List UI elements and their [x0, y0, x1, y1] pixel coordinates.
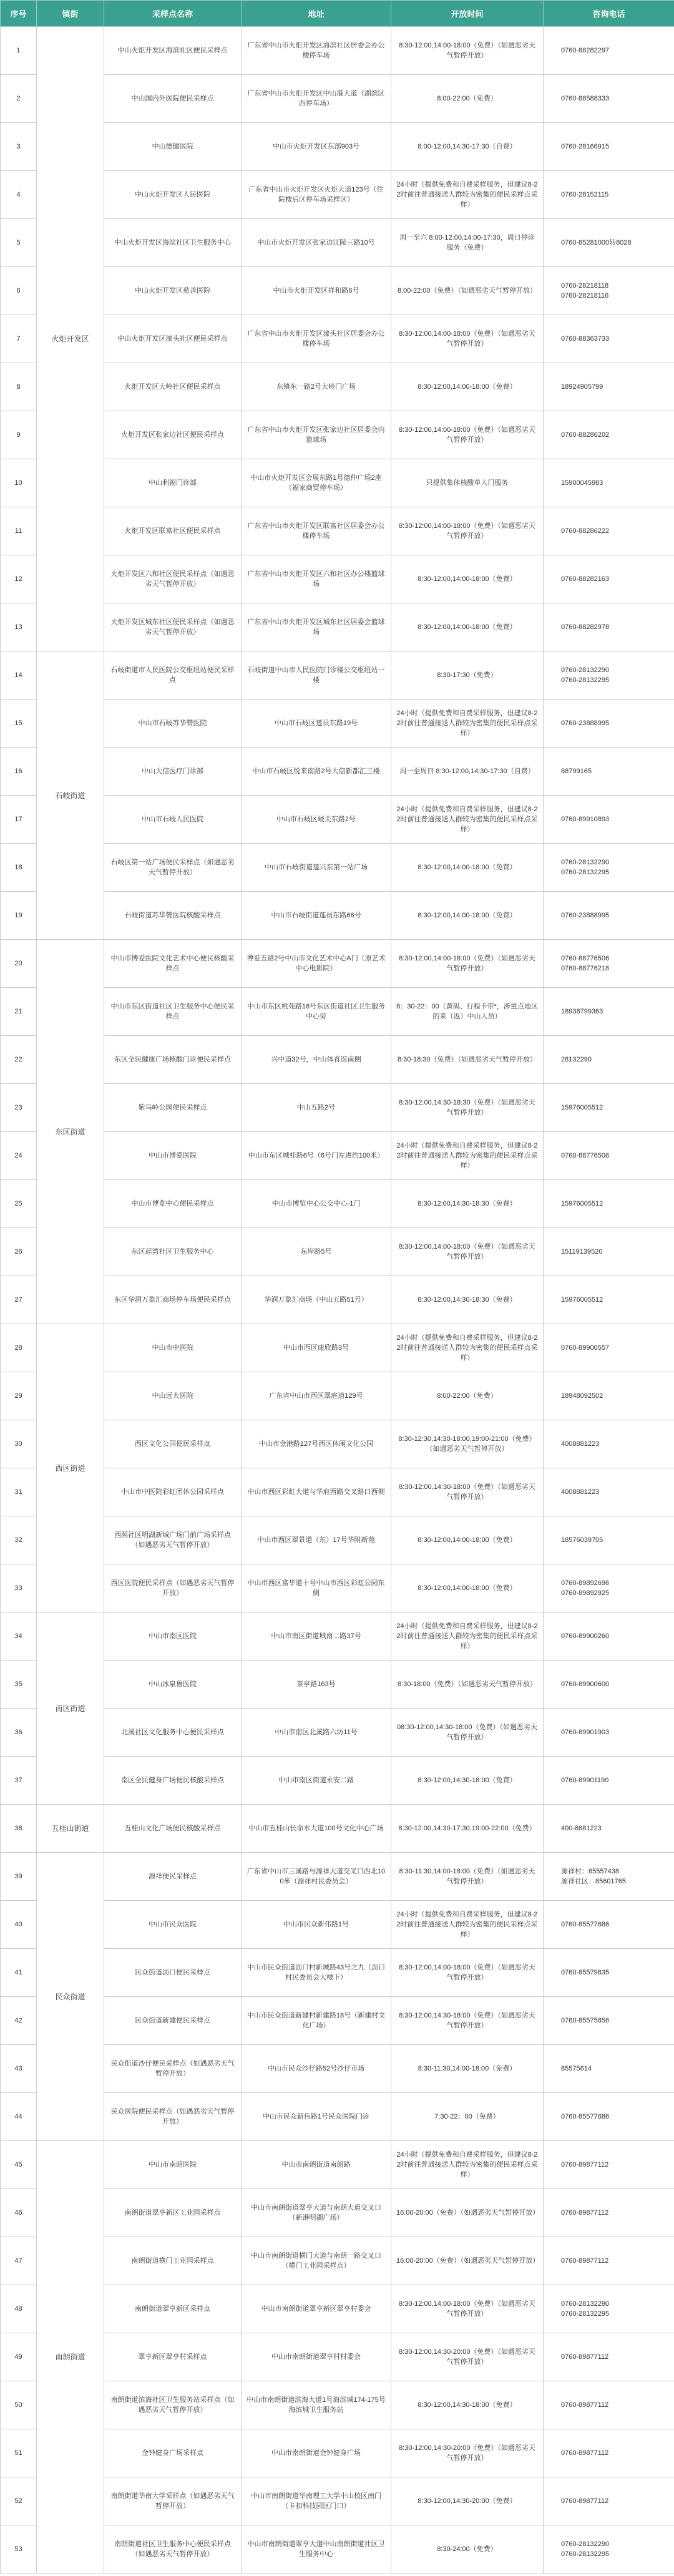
town-cell: 民众街道	[37, 1853, 104, 2141]
contact-phone: 0760-89877112	[544, 2237, 674, 2285]
table-row	[1, 940, 674, 988]
site-name: 中山市博览中心便民采样点	[104, 1180, 242, 1228]
opening-hours: 8：30-22：00（黄码、行程卡带*，涉重点地区的来（返）中山人员）	[391, 988, 544, 1036]
table-row	[1, 27, 674, 75]
site-name: 民众街道沥口便民采样点	[104, 1949, 242, 1997]
contact-phone: 源祥村：85557438 源祥社区：85601765	[544, 1853, 674, 1901]
opening-hours: 8:30-12:00,14:30-18:30（免费）	[391, 1276, 544, 1324]
contact-phone: 18938799363	[544, 988, 674, 1036]
row-number: 51	[1, 2429, 37, 2477]
site-address: 中山市石岐街道莲员东路66号	[242, 892, 391, 940]
opening-hours: 8:30-12:00,14:00-18:00（免费）	[391, 892, 544, 940]
opening-hours: 24小时（提供免费和自费采样服务，但建议8-22时前往普通接送人群较为密集的便民采样点采样）	[391, 171, 544, 219]
row-number: 1	[1, 27, 37, 75]
site-name: 中山火炬开发区海滨社区便民采样点	[104, 27, 242, 75]
site-name: 中山火炬开发区慈善医院	[104, 267, 242, 315]
contact-phone: 15119139520	[544, 1228, 674, 1276]
site-address: 中山市南朗街道金钟健身广场	[242, 2429, 391, 2477]
opening-hours: 只提供集体核酸单人门服务	[391, 459, 544, 507]
row-number: 28	[1, 1324, 37, 1372]
row-number: 17	[1, 796, 37, 844]
site-address: 中山市南朗街道翠亨新区翠亨村委会	[242, 2285, 391, 2333]
site-address: 广东省中山市火炬开发区中山港大道（湖滨区西停车场）	[242, 75, 391, 123]
row-number: 9	[1, 411, 37, 459]
contact-phone: 0760-23888995	[544, 700, 674, 748]
opening-hours: 8:00-22:00（免费）	[391, 1372, 544, 1420]
contact-phone: 0760-89877112	[544, 2381, 674, 2429]
site-name: 中山大信医疗门诊部	[104, 748, 242, 796]
contact-phone: 15976005512	[544, 1276, 674, 1324]
town-cell: 南区街道	[37, 1612, 104, 1805]
row-number: 39	[1, 1853, 37, 1901]
site-name: 源祥便民采样点	[104, 1853, 242, 1901]
row-number: 7	[1, 315, 37, 363]
row-number: 34	[1, 1612, 37, 1661]
site-name: 中山市南区医院	[104, 1612, 242, 1661]
row-number: 24	[1, 1132, 37, 1180]
table-header	[1, 1, 674, 27]
contact-phone: 0760-85575856	[544, 1997, 674, 2045]
site-address: 中山市南区街道永安二路	[242, 1757, 391, 1805]
town-cell: 东区街道	[37, 940, 104, 1324]
contact-phone: 85575614	[544, 2045, 674, 2093]
row-number: 4	[1, 171, 37, 219]
site-address: 中山市西区翠景道（东）17号华附新苑	[242, 1516, 391, 1564]
site-address: 中山市民众新伟路1号民众医院门诊	[242, 2093, 391, 2141]
site-address: 中山市五桂山长命水大道100号文化中心广场	[242, 1805, 391, 1853]
opening-hours: 8:30-12:00,14:30-18:00（免费）（如遇恶劣天气暂停开放）	[391, 1997, 544, 2045]
contact-phone: 15900045983	[544, 459, 674, 507]
opening-hours: 8:30-12:00,14:00-18:00（免费）	[391, 1516, 544, 1564]
site-address: 广东省中山市火炬开发区火炬大道123号（住院楼后区停车场采样区）	[242, 171, 391, 219]
site-name: 火炬开发区六和社区便民采样点（如遇恶劣天气暂停开放）	[104, 555, 242, 603]
opening-hours: 8:30-12:00,14:30-17:30,19:00-22:00（免费）	[391, 1805, 544, 1853]
contact-phone: 4008881223	[544, 1420, 674, 1468]
contact-phone: 0760-85281000转8028	[544, 219, 674, 267]
row-number: 35	[1, 1661, 37, 1709]
site-address: 中山市西区彩虹大道与华府西路交叉路口西侧	[242, 1468, 391, 1516]
contact-phone: 0760-88776506	[544, 1132, 674, 1180]
opening-hours: 8:30-17:30（免费）	[391, 651, 544, 700]
contact-phone: 0760-85579835	[544, 1949, 674, 1997]
opening-hours: 8:30-12:00,14:00-18:00（免费）（如遇恶劣天气暂停开放）	[391, 315, 544, 363]
town-cell: 五桂山街道	[37, 1805, 104, 1853]
contact-phone: 0760-88776506 0760-88776218	[544, 940, 674, 988]
site-name: 中山利福门诊部	[104, 459, 242, 507]
opening-hours: 8:00-22:00（免费）	[391, 75, 544, 123]
contact-phone: 0760-88286222	[544, 507, 674, 555]
opening-hours: 8:30-12:00,14:30-18:00（免费）	[391, 2381, 544, 2429]
opening-hours: 8:30-12:00,14:30-18:00（免费）	[391, 1757, 544, 1805]
row-number: 13	[1, 603, 37, 651]
opening-hours: 24小时（提供免费和自费采样服务，但建议8-22时前往普通接送人群较为密集的便民采样点采样）	[391, 1324, 544, 1372]
header-no: 序号	[1, 1, 37, 27]
site-name: 石岐街道市人民医院公交枢纽站便民采样点	[104, 651, 242, 700]
site-name: 石岐街道苏华赞医院核酸采样点	[104, 892, 242, 940]
opening-hours: 周一至六 8:00-12:00,14:00-17:30，周日停诊服务（免费）	[391, 219, 544, 267]
opening-hours: 24小时（提供免费和自费采样服务，但建议8-22时前往普通接送人群较为密集的便民采样点采样）	[391, 1132, 544, 1180]
opening-hours: 8:30-12:00,14:30-20:00（免费）	[391, 2477, 544, 2525]
opening-hours: 8:30-11:30,14:00-18:00（免费）（如遇恶劣天气暂停开放）	[391, 1853, 544, 1901]
contact-phone: 0760-23888995	[544, 892, 674, 940]
contact-phone: 0760-89877112	[544, 2477, 674, 2525]
opening-hours: 16:00-20:00（免费）（如遇恶劣天气暂停开放）	[391, 2189, 544, 2237]
site-address: 广东省中山市火炬开发区联富社区居委会办公楼停车场	[242, 507, 391, 555]
site-name: 南朗街道滨海社区卫生服务站采样点（如遇恶劣天气暂停开放）	[104, 2381, 242, 2429]
header-site-name: 采样点名称	[104, 1, 242, 27]
site-address: 中山市博览中心公交中心-1门	[242, 1180, 391, 1228]
site-name: 中山市中医院彩虹团体公园采样点	[104, 1468, 242, 1516]
row-number: 19	[1, 892, 37, 940]
table-row	[1, 651, 674, 700]
contact-phone: 28132290	[544, 1036, 674, 1084]
opening-hours: 8:30-12:00,14:00-18:00（免费）（如遇恶劣天气暂停开放）	[391, 411, 544, 459]
site-address: 中山市石岐区悦来南路2号大信新都汇三楼	[242, 748, 391, 796]
opening-hours: 8:30-12:00,14:00-18:00（免费）	[391, 555, 544, 603]
site-name: 中山远大医院	[104, 1372, 242, 1420]
site-address: 中山市东区桃苑路16号东区街道社区卫生服务中心旁	[242, 988, 391, 1036]
town-cell: 南朗街道	[37, 2141, 104, 2574]
header-hours: 开放时间	[391, 1, 544, 27]
opening-hours: 8:30-12:00,14:00-18:00（免费）（如遇恶劣天气暂停开放）	[391, 27, 544, 75]
site-address: 中山市南区街道城南二路37号	[242, 1612, 391, 1661]
row-number: 45	[1, 2141, 37, 2189]
site-name: 南朗街道翠亨新区采样点	[104, 2285, 242, 2333]
contact-phone: 0760-88282297	[544, 27, 674, 75]
contact-phone: 0760-89877112	[544, 2189, 674, 2237]
contact-phone: 0760-89892696 0760-89892925	[544, 1564, 674, 1612]
row-number: 18	[1, 844, 37, 892]
row-number: 10	[1, 459, 37, 507]
site-name: 北溪社区文化服务中心便民采样点	[104, 1709, 242, 1757]
contact-phone: 15976005512	[544, 1084, 674, 1132]
opening-hours: 24小时（提供免费和自费采样服务，但建议8-22时前往普通接送人群较为密集的便民采样点采样）	[391, 1612, 544, 1661]
site-address: 中山市南朗街道滨海大道1号海滨城174-175号海滨城卫生服务站	[242, 2381, 391, 2429]
contact-phone: 0760-89900260	[544, 1612, 674, 1661]
site-name: 中山冰泉鲁医院	[104, 1661, 242, 1709]
site-name: 西区文化公园便民采样点	[104, 1420, 242, 1468]
header-address: 地址	[242, 1, 391, 27]
opening-hours: 24小时（提供免费和自费采样服务，但建议8-22时前往普通接送人群较为密集的便民采样点采样）	[391, 796, 544, 844]
site-address: 广东省中山市火炬开发区城东社区居委会篮球场	[242, 603, 391, 651]
opening-hours: 8:30-12:00,14:00-18:00（免费）（如遇恶劣天气暂停开放）	[391, 1949, 544, 1997]
site-name: 中山市东区街道社区卫生服务中心便民采样点	[104, 988, 242, 1036]
contact-phone: 0760-88588333	[544, 75, 674, 123]
opening-hours: 8:30-12:00,14:00-18:00（免费）（如遇恶劣天气暂停开放）	[391, 507, 544, 555]
site-address: 中山市石岐区莲员东路19号	[242, 700, 391, 748]
opening-hours: 24小时（提供免费和自费采样服务，但建议8-22时前往普通接送人群较为密集的便民采样点采样）	[391, 1901, 544, 1949]
site-name: 中山火炬开发区海滨社区卫生服务中心	[104, 219, 242, 267]
site-name: 南朗街道翠亨新区工业园采样点	[104, 2189, 242, 2237]
site-address: 中山市西区康欣路3号	[242, 1324, 391, 1372]
row-number: 14	[1, 651, 37, 700]
site-name: 东区华润万象汇商场停车场便民采样点	[104, 1276, 242, 1324]
row-number: 32	[1, 1516, 37, 1564]
contact-phone: 0760-89901190	[544, 1757, 674, 1805]
table-row	[1, 1612, 674, 1661]
site-name: 中山市博爱医院	[104, 1132, 242, 1180]
table-row	[1, 1853, 674, 1901]
site-name: 东区起湾社区卫生服务中心	[104, 1228, 242, 1276]
site-address: 石岐街道中山市人民医院门诊楼公交枢纽站一楼	[242, 651, 391, 700]
site-name: 西区医院便民采样点（如遇恶劣天气暂停开放）	[104, 1564, 242, 1612]
header-row	[1, 1, 674, 27]
contact-phone: 0760-88282978	[544, 603, 674, 651]
row-number: 37	[1, 1757, 37, 1805]
contact-phone: 0760-89900557	[544, 1324, 674, 1372]
row-number: 31	[1, 1468, 37, 1516]
opening-hours: 周一至周日 8:30-12:00,14:30-17:30（自费）	[391, 748, 544, 796]
contact-phone: 0760-28132290 0760-28132295	[544, 2285, 674, 2333]
contact-phone: 0760-89877112	[544, 2429, 674, 2477]
opening-hours: 8:30-24:00（免费）	[391, 2525, 544, 2574]
row-number: 44	[1, 2093, 37, 2141]
opening-hours: 24小时（提供免费和自费采样服务，但建议8-22时前往普通接送人群较为密集的便民采样点采样）	[391, 2141, 544, 2189]
site-name: 紫马岭公园便民采样点	[104, 1084, 242, 1132]
site-address: 中山市南朗街道翠亨大道与南朗大道交叉口（新港明湖广场）	[242, 2189, 391, 2237]
site-address: 茶亭路163号	[242, 1661, 391, 1709]
site-name: 中山市石岐苏华赞医院	[104, 700, 242, 748]
site-address: 中山市南朗街道翠亨村村委会	[242, 2333, 391, 2381]
contact-phone: 0760-28132290 0760-28132295	[544, 2525, 674, 2574]
site-name: 中山国内外医院便民采样点	[104, 75, 242, 123]
site-address: 中山市石岐街道莲兴东第一站广场	[242, 844, 391, 892]
site-name: 五桂山文化广场便民核酸采样点	[104, 1805, 242, 1853]
row-number: 53	[1, 2525, 37, 2574]
row-number: 5	[1, 219, 37, 267]
contact-phone: 88799165	[544, 748, 674, 796]
site-name: 西照社区明湖新城广场门前广场采样点（如遇恶劣天气暂停开放）	[104, 1516, 242, 1564]
row-number: 27	[1, 1276, 37, 1324]
site-name: 南朗街道横门工业园采样点	[104, 2237, 242, 2285]
contact-phone: 0760-89910893	[544, 796, 674, 844]
opening-hours: 8:30-12:00,14:30-20:00（免费）（如遇恶劣天气暂停开放）	[391, 2429, 544, 2477]
site-name: 民众医院便民采样点（如遇恶劣天气暂停开放）	[104, 2093, 242, 2141]
opening-hours: 8:30-12:00,14:30-18:30（免费）（如遇恶劣天气暂停开放）	[391, 1084, 544, 1132]
site-address: 中山市火炬开发区祥和路6号	[242, 267, 391, 315]
row-number: 41	[1, 1949, 37, 1997]
table-row	[1, 2141, 674, 2189]
contact-phone: 18576039705	[544, 1516, 674, 1564]
contact-phone: 0760-89877112	[544, 2141, 674, 2189]
site-address: 中山市南朗街道华南理工大学中山校区南门（卡扣科技园区门口）	[242, 2477, 391, 2525]
contact-phone: 0760-88282163	[544, 555, 674, 603]
town-cell: 西区街道	[37, 1324, 104, 1612]
contact-phone: 0760-28166915	[544, 123, 674, 171]
site-address: 广东省中山市三溪路与源祥大道交叉口西北100米（源祥村民委员会）	[242, 1853, 391, 1901]
site-address: 东镇东一路2号大岭门广场	[242, 363, 391, 411]
opening-hours: 8:30-12:00,14:00-18:00（免费）	[391, 363, 544, 411]
table-row	[1, 1324, 674, 1372]
opening-hours: 8:30-18:00（免费）（如遇恶劣天气暂停开放）	[391, 1661, 544, 1709]
site-address: 广东省中山市西区翠庭道129号	[242, 1372, 391, 1420]
row-number: 23	[1, 1084, 37, 1132]
contact-phone: 0760-89877112	[544, 2333, 674, 2381]
site-name: 中山市南朗医院	[104, 2141, 242, 2189]
contact-phone: 0760-85577686	[544, 1901, 674, 1949]
row-number: 47	[1, 2237, 37, 2285]
opening-hours: 8:30-12:00,14:00-18:00（免费）（如遇恶劣天气暂停开放）	[391, 1228, 544, 1276]
row-number: 43	[1, 2045, 37, 2093]
contact-phone: 0760-28132290 0760-28132295	[544, 651, 674, 700]
opening-hours: 8:30-12:00,14:30-18:30（免费）	[391, 1180, 544, 1228]
row-number: 15	[1, 700, 37, 748]
site-name: 中山市博爱医院文化艺术中心便民核酸采样点	[104, 940, 242, 988]
row-number: 40	[1, 1901, 37, 1949]
contact-phone: 0760-88363733	[544, 315, 674, 363]
contact-phone: 0760-28152115	[544, 171, 674, 219]
site-address: 广东省中山市火炬开发区濠头社区居委会办公楼停车场	[242, 315, 391, 363]
table-row	[1, 1805, 674, 1853]
row-number: 52	[1, 2477, 37, 2525]
contact-phone: 400-8881223	[544, 1805, 674, 1853]
contact-phone: 4008881223	[544, 1468, 674, 1516]
opening-hours: 8:30-12:00,14:00-18:00（免费）	[391, 1564, 544, 1612]
row-number: 26	[1, 1228, 37, 1276]
site-name: 金钟健身广场采样点	[104, 2429, 242, 2477]
row-number: 6	[1, 267, 37, 315]
opening-hours: 24小时（提供免费和自费采样服务，但建议8-22时前往普通接送人群较为密集的便民采样点采样）	[391, 700, 544, 748]
row-number: 22	[1, 1036, 37, 1084]
site-address: 中山市石岐区岐关东路2号	[242, 796, 391, 844]
site-name: 南朗街道社区卫生服务中心便民采样点（如遇恶劣天气暂停开放）	[104, 2525, 242, 2574]
site-address: 中山市南朗街道翠亨大道中山南朗街道社区卫生服务中心	[242, 2525, 391, 2574]
site-name: 火炬开发区城东社区便民采样点（如遇恶劣天气暂停开放）	[104, 603, 242, 651]
row-number: 12	[1, 555, 37, 603]
site-address: 中山市东区城桂路6号（6号门左进约100米）	[242, 1132, 391, 1180]
opening-hours: 8:30-12:00,14:00-18:00（免费）	[391, 603, 544, 651]
opening-hours: 8:30-12:00,14:30-18:00（免费）（如遇恶劣天气暂停开放）	[391, 1468, 544, 1516]
site-address: 广东省中山市火炬开发区海滨社区居委会办公楼停车场	[242, 27, 391, 75]
site-address: 广东省中山市火炬开发区六和社区办公楼篮球场	[242, 555, 391, 603]
row-number: 48	[1, 2285, 37, 2333]
site-name: 火炬开发区张家边社区便民采样点	[104, 411, 242, 459]
row-number: 16	[1, 748, 37, 796]
site-name: 中山市民众医院	[104, 1901, 242, 1949]
row-number: 50	[1, 2381, 37, 2429]
row-number: 30	[1, 1420, 37, 1468]
header-town: 镇街	[37, 1, 104, 27]
row-number: 42	[1, 1997, 37, 2045]
row-number: 29	[1, 1372, 37, 1420]
row-number: 8	[1, 363, 37, 411]
opening-hours: 8:00-22:00（免费）（如遇恶劣天气暂停开放）	[391, 267, 544, 315]
contact-phone: 15976005512	[544, 1180, 674, 1228]
opening-hours: 7:30-22：00（免费）	[391, 2093, 544, 2141]
opening-hours: 08:30-12:00,14:30-18:00（免费）（如遇恶劣天气暂停开放）	[391, 1709, 544, 1757]
contact-phone: 0760-28132290 0760-28132295	[544, 844, 674, 892]
contact-phone: 0760-89900600	[544, 1661, 674, 1709]
site-address: 中山市民众沙仔路52号沙仔市场	[242, 2045, 391, 2093]
opening-hours: 8:30-11:30,14:00-18:00（免费）	[391, 2045, 544, 2093]
opening-hours: 8:30-12:00,14:00-18:00（免费）（如遇恶劣天气暂停开放）	[391, 2285, 544, 2333]
site-address: 兴中道32号，中山体育馆南侧	[242, 1036, 391, 1084]
site-address: 华润万象汇商场（中山五路51号）	[242, 1276, 391, 1324]
row-number: 20	[1, 940, 37, 988]
site-name: 民众街道沙仔便民采样点（如遇恶劣天气暂停开放）	[104, 2045, 242, 2093]
site-name: 中山市石岐人民医院	[104, 796, 242, 844]
site-address: 中山市民众新伟路1号	[242, 1901, 391, 1949]
site-name: 东区全民健康广场核酸门诊便民采样点	[104, 1036, 242, 1084]
site-address: 中山市南区北溪路六坊11号	[242, 1709, 391, 1757]
site-address: 中山市民众街道沥口村新城路43号之九（沥口村民委员会大楼下）	[242, 1949, 391, 1997]
site-address: 博爱五路2号中山市文化艺术中心A门（原艺术中心电影院）	[242, 940, 391, 988]
site-name: 中山德健医院	[104, 123, 242, 171]
site-address: 中山五路2号	[242, 1084, 391, 1132]
site-address: 中山市火炬开发区东部903号	[242, 123, 391, 171]
site-address: 中山市火炬开发区张家边江陵三路10号	[242, 219, 391, 267]
site-address: 中山市火炬开发区会展东路1号德仲广场2座（福家商贸停车场）	[242, 459, 391, 507]
opening-hours: 8:30-12:00,14:00-18:00（免费）（如遇恶劣天气暂停开放）	[391, 940, 544, 988]
contact-phone: 18924905799	[544, 363, 674, 411]
site-name: 中山市中医院	[104, 1324, 242, 1372]
site-address: 中山市民众街道新建村新建路18号（新建村文化广场）	[242, 1997, 391, 2045]
row-number: 25	[1, 1180, 37, 1228]
site-name: 中山火炬开发区濠头社区便民采样点	[104, 315, 242, 363]
row-number: 38	[1, 1805, 37, 1853]
opening-hours: 8:30-18:30（免费）（如遇恶劣天气暂停开放）	[391, 1036, 544, 1084]
site-address: 中山市金港路127号西区休闲文化公园	[242, 1420, 391, 1468]
row-number: 11	[1, 507, 37, 555]
site-name: 南朗街道华南大学采样点（如遇恶劣天气暂停开放）	[104, 2477, 242, 2525]
site-name: 火炬开发区大岭社区便民采样点	[104, 363, 242, 411]
site-name: 石岐区第一站广场便民采样点（如遇恶劣天气暂停开放）	[104, 844, 242, 892]
opening-hours: 8:30-12:00,14:30-20:00（免费）（如遇恶劣天气暂停开放）	[391, 2333, 544, 2381]
table-body	[1, 27, 674, 2574]
contact-phone: 18948092502	[544, 1372, 674, 1420]
opening-hours: 16:00-20:00（免费）（如遇恶劣天气暂停开放）	[391, 2237, 544, 2285]
site-address: 东岸路5号	[242, 1228, 391, 1276]
site-name: 翠亨新区翠亨村采样点	[104, 2333, 242, 2381]
row-number: 49	[1, 2333, 37, 2381]
row-number: 21	[1, 988, 37, 1036]
site-address: 中山市西区富华道十号中山市西区彩虹公园东侧	[242, 1564, 391, 1612]
site-name: 民众街道新建便民采样点	[104, 1997, 242, 2045]
town-cell: 石岐街道	[37, 651, 104, 940]
opening-hours: 8:00-12:00,14:30-17:30（自费）	[391, 123, 544, 171]
site-address: 中山市南朗街道横门大道与南朗一路交叉口（横门工业园采样点）	[242, 2237, 391, 2285]
opening-hours: 8:30-12:30,14:30-18:00,19:00-21:00（免费）（如遇恶劣天气暂停开放）	[391, 1420, 544, 1468]
row-number: 36	[1, 1709, 37, 1757]
contact-phone: 0760-88286202	[544, 411, 674, 459]
contact-phone: 0760-28218118 0760-28218116	[544, 267, 674, 315]
contact-phone: 0760-85577686	[544, 2093, 674, 2141]
town-cell: 火炬开发区	[37, 27, 104, 651]
opening-hours: 8:30-12:00,14:00-18:00（免费）	[391, 844, 544, 892]
site-address: 中山市南朗街道南朗路	[242, 2141, 391, 2189]
site-name: 中山火炬开发区人民医院	[104, 171, 242, 219]
row-number: 2	[1, 75, 37, 123]
site-name: 南区全民健身广场便民核酸采样点	[104, 1757, 242, 1805]
site-name: 火炬开发区联富社区便民采样点	[104, 507, 242, 555]
site-address: 广东省中山市火炬开发区张家边社区居委会内篮球场	[242, 411, 391, 459]
row-number: 3	[1, 123, 37, 171]
row-number: 46	[1, 2189, 37, 2237]
row-number: 33	[1, 1564, 37, 1612]
header-phone: 咨询电话	[544, 1, 674, 27]
contact-phone: 0760-89901903	[544, 1709, 674, 1757]
